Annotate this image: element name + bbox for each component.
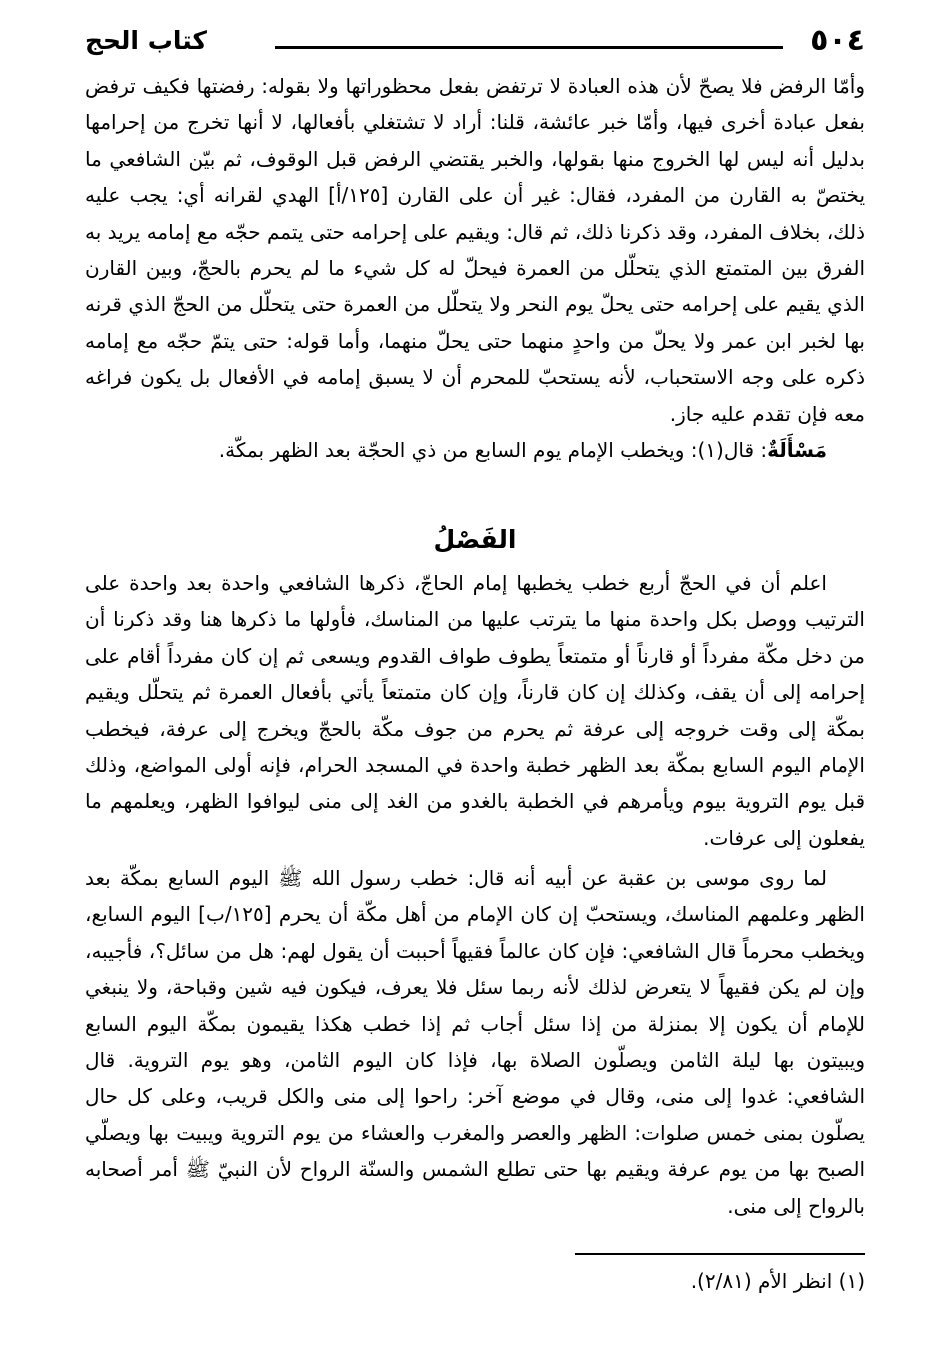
- page-number: ٥٠٤: [810, 23, 865, 58]
- masala-line: [85, 432, 865, 468]
- section-heading: الفَصْلُ: [433, 525, 517, 554]
- page-header: [85, 22, 865, 66]
- paragraph-1-block: [85, 68, 865, 468]
- masala-text: : قال(١): ويخطب الإمام يوم السابع من ذي الحجّة بعد الظهر بمكّة.: [218, 438, 768, 463]
- masala-label: مَسْأَلَةٌ: [767, 438, 827, 463]
- footnote: (١) انظر الأم (٢/٨١).: [690, 1269, 865, 1293]
- paragraph-2-block: [85, 565, 865, 856]
- header-rule: [275, 46, 783, 49]
- footnote-rule: [575, 1253, 865, 1255]
- book-title: كتاب الحج: [85, 26, 207, 55]
- paragraph-3: لما روى موسى بن عقبة عن أبيه أنه قال: خطب رسول الله ﷺ اليوم السابع بمكّة بعد الظهر وعلمهم المناسك، ويستحبّ إن كان الإمام من أهل مكّة أن يحرم [١٢٥/ب] اليوم السابع، ويخطب محرماً قال الشافعي: فإن كان عالماً فقيهاً أحببت أن يقول لهم: هل من سائل؟، فأجيبه، وإن لم يكن فقيهاً لا يتعرض لذلك لأنه ربما سئل فلا يعرف، فيكون فيه شين وقباحة، ولا ينبغي للإمام أن يكون إلا بمنزلة من إذا سئل أجاب ثم إذا خطب هكذا يقيمون بمكّة اليوم السابع ويبيتون بها ليلة الثامن ويصلّون الصلاة بها، فإذا كان اليوم الثامن، وهو يوم التروية. قال الشافعي: غدوا إلى منى، وقال في موضع آخر: راحوا إلى منى والكل قريب، وعلى كل حال يصلّون بمنى خمس صلوات: الظهر والعصر والمغرب والعشاء من يوم التروية ويبيت بها ويصلّي الصبح بها من يوم عرفة ويقيم بها حتى تطلع الشمس والسنّة الرواح لأن النبيّ ﷺ أمر أصحابه بالرواح إلى منى.: [85, 866, 865, 1218]
- paragraph-2: اعلم أن في الحجّ أربع خطب يخطبها إمام الحاجّ، ذكرها الشافعي واحدة بعد واحدة على الترتيب ووصل بكل واحدة منها ما يترتب عليها من المناسك، فأولها ما ذكرها هنا وقد ذكرنا أن من دخل مكّة مفرداً أو قارناً أو متمتعاً يطوف طواف القدوم ويسعى ثم إن كان مفرداً أقام على إحرامه إلى أن يقف، وكذلك إن كان قارناً، وإن كان متمتعاً يأتي بأفعال العمرة ثم يتحلّل ويقيم بمكّة إلى وقت خروجه إلى عرفة ثم يحرم من جوف مكّة بالحجّ ويخرج إلى عرفة، فيخطب الإمام اليوم السابع بمكّة بعد الظهر خطبة واحدة في المسجد الحرام، فإنه أولى المواضع، وذلك قبل يوم التروية بيوم ويأمرهم في الخطبة بالغدو من الغد إلى منى ليوافوا الظهر، ويعلمهم ما يفعلون إلى عرفات.: [85, 571, 865, 850]
- paragraph-1: وأمّا الرفض فلا يصحّ لأن هذه العبادة لا ترتفض بفعل محظوراتها ولا بقوله: رفضتها فكيف ترفض بفعل عبادة أخرى فيها، وأمّا خبر عائشة، قلنا: أراد لا تشتغلي بأفعالها، لا أنها تخرج من إحرامها بدليل أنه ليس لها الخروج منها بقولها، والخبر يقتضي الرفض قبل الوقوف، ثم بيّن الشافعي ما يختصّ به القارن من المفرد، فقال: غير أن على القارن [١٢٥/أ] الهدي لقرانه أي: يجب عليه ذلك، بخلاف المفرد، وقد ذكرنا ذلك، ثم قال: ويقيم على إحرامه حتى يتمم حجّه مع إمامه يريد به الفرق بين المتمتع الذي يتحلّل من العمرة فيحلّ له كل شيء ما لم يحرم بالحجّ، وبين القارن الذي يقيم على إحرامه حتى يحلّ يوم النحر ولا يتحلّل من العمرة حتى يتحلّل من الحجّ الذي قرنه بها لخبر ابن عمر ولا يحلّ من واحدٍ منهما حتى يحلّ منهما، وأما قوله: حتى يتمّ حجّه مع إمامه ذكره على وجه الاستحباب، لأنه يستحبّ للمحرم أن لا يسبق إمامه في الأفعال بل يكون فراغه معه فإن تقدم عليه جاز.: [85, 74, 866, 426]
- paragraph-3-block: [85, 860, 865, 1224]
